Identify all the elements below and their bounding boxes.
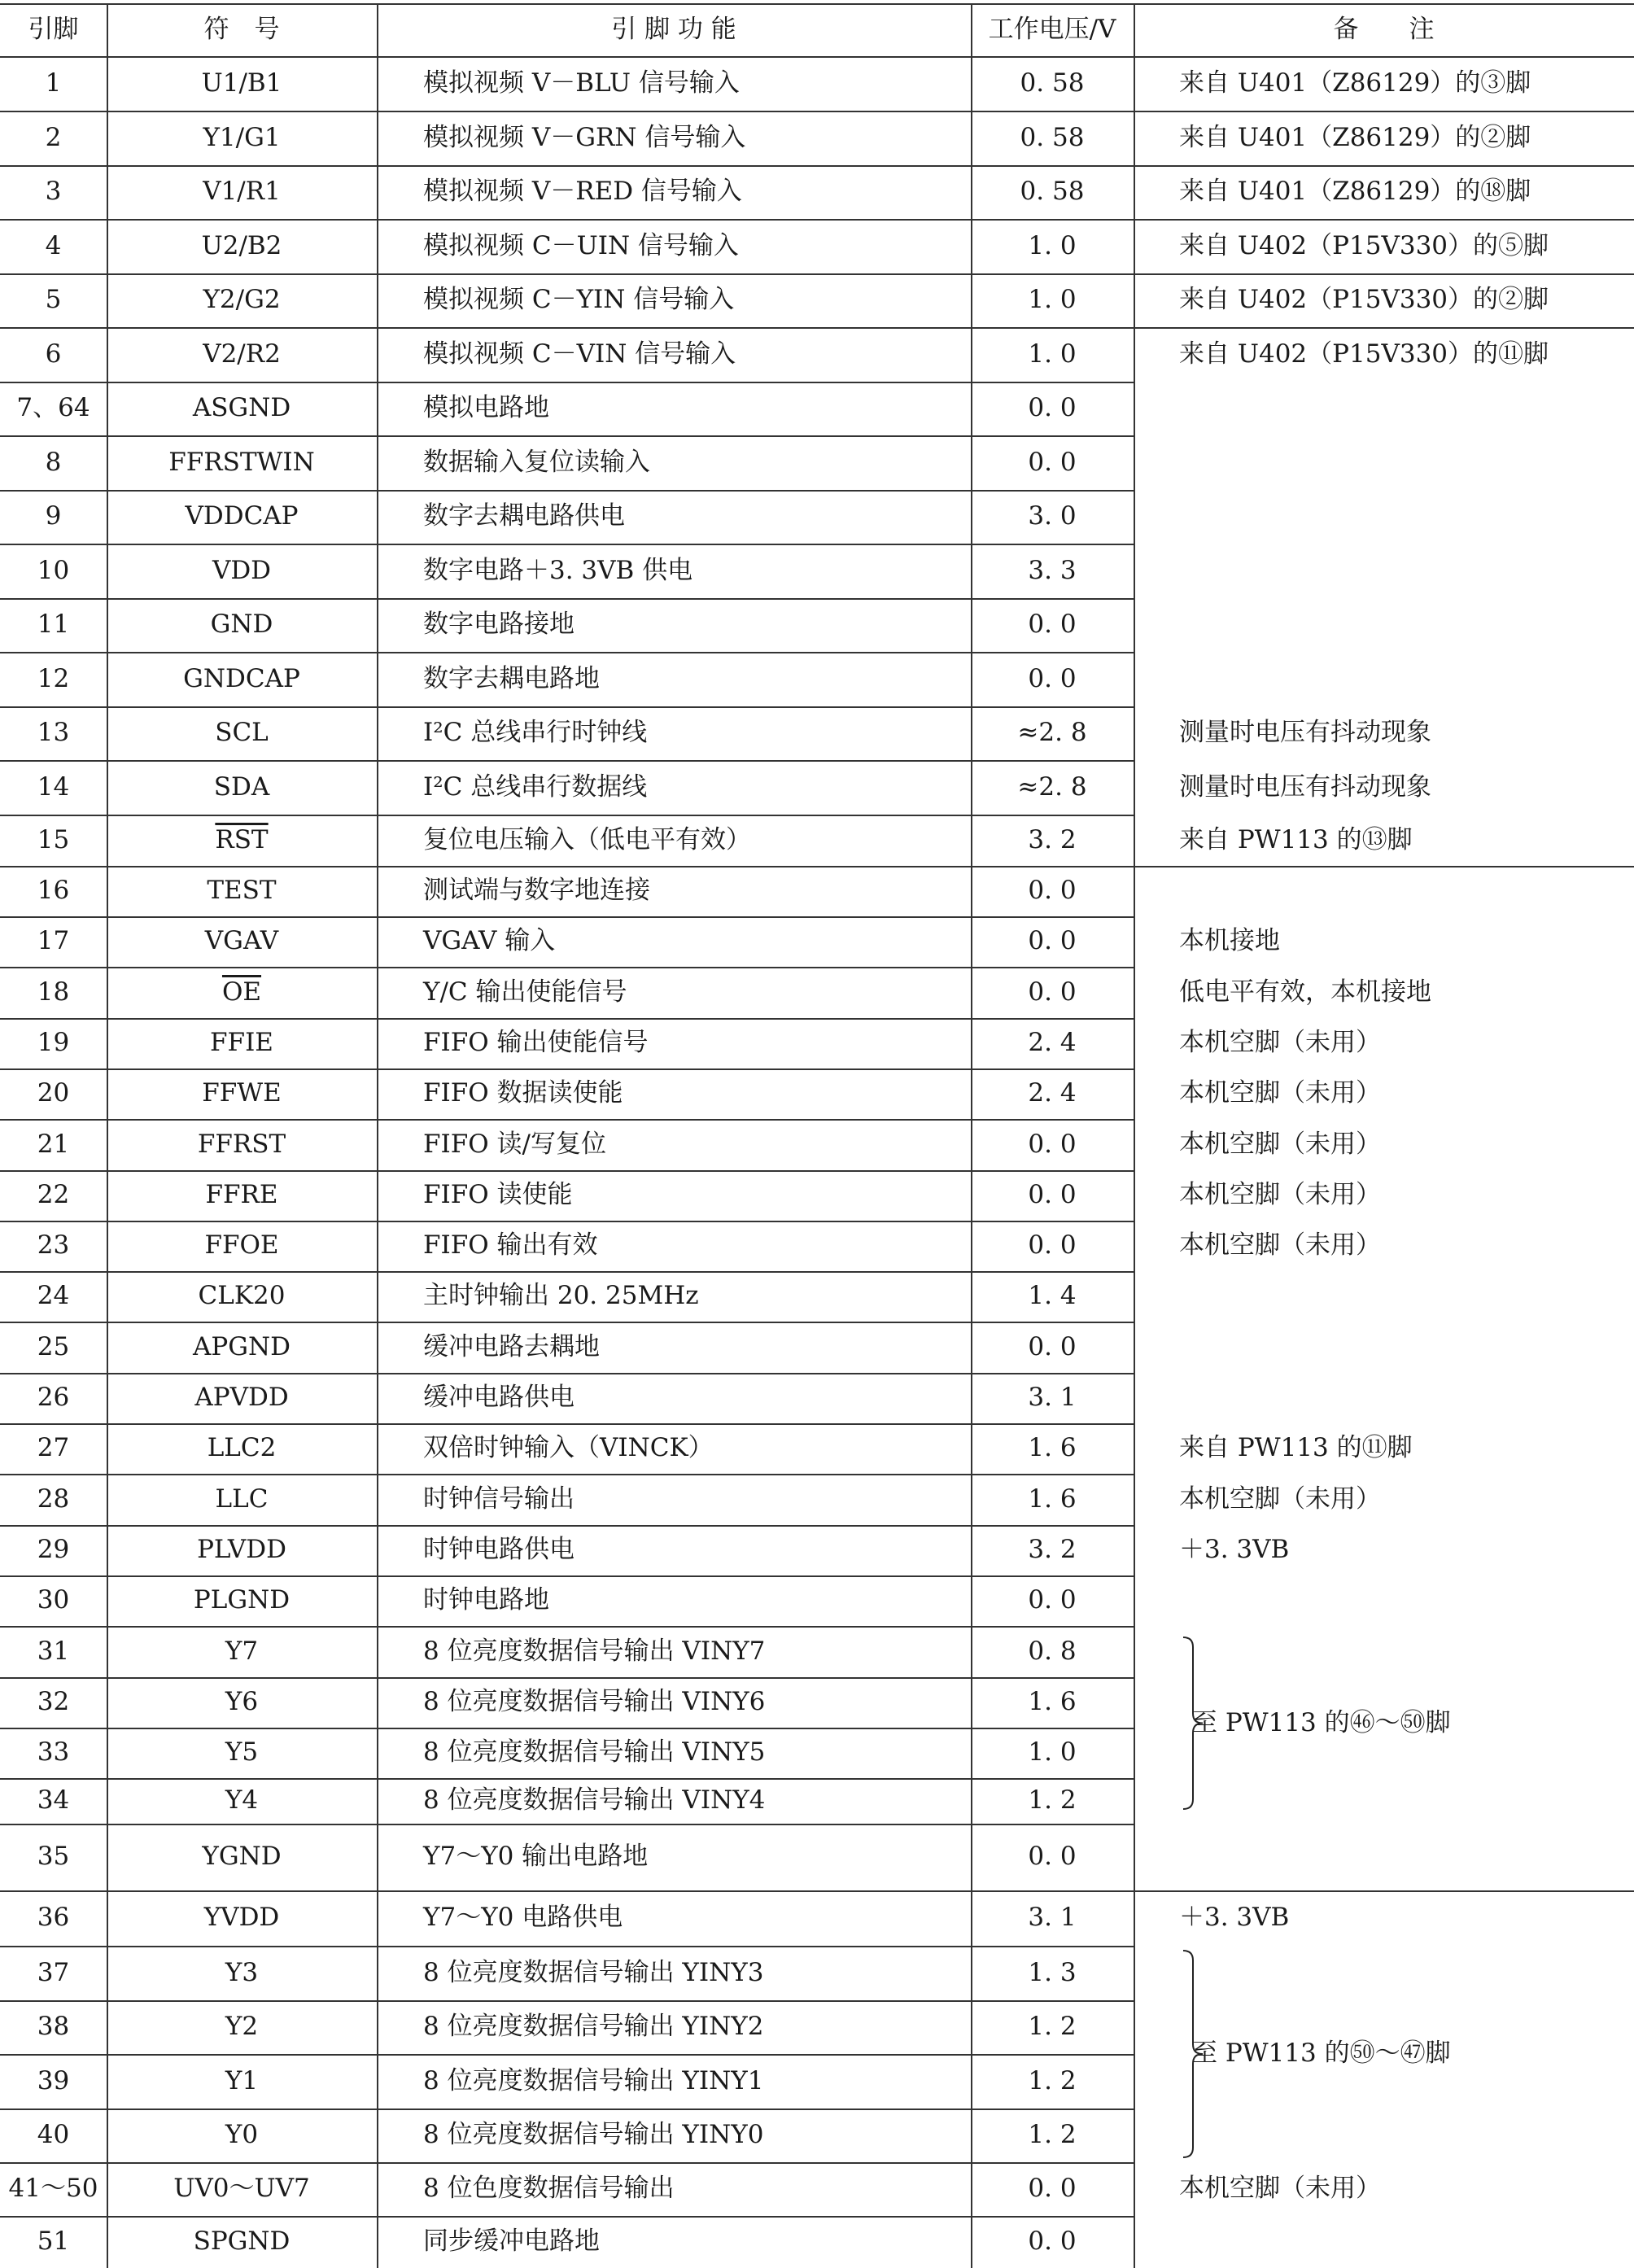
function-cell: 8 位亮度数据信号输出 VINY6: [423, 1687, 766, 1716]
function-cell: FIFO 读/写复位: [423, 1129, 606, 1159]
pin-cell: 31: [37, 1636, 70, 1666]
voltage-cell: 0. 58: [1020, 177, 1085, 206]
symbol-cell: LLC: [215, 1484, 269, 1514]
function-cell: FIFO 读使能: [423, 1180, 573, 1209]
note-cell: 本机空脚（未用）: [1179, 1484, 1381, 1514]
pin-cell: 19: [37, 1028, 70, 1057]
note-cell: 来自 U402（P15V330）的⑪脚: [1179, 339, 1549, 369]
voltage-cell: 1. 6: [1028, 1687, 1077, 1716]
pin-cell: 22: [37, 1180, 70, 1209]
group-label: 至 PW113 的㊿～㊼脚: [1192, 2039, 1451, 2068]
voltage-cell: 1. 2: [1028, 2012, 1077, 2041]
pin-cell: 23: [37, 1230, 70, 1260]
table-rule: [0, 1170, 1135, 1172]
table-rule: [0, 490, 1135, 492]
pin-cell: 9: [45, 501, 62, 531]
function-cell: 复位电压输入（低电平有效）: [423, 824, 751, 854]
symbol-cell: LLC2: [207, 1433, 277, 1462]
pin-cell: 33: [37, 1737, 70, 1767]
table-rule: [0, 165, 1634, 167]
note-cell: 低电平有效，本机接地: [1179, 977, 1431, 1007]
voltage-cell: 0. 0: [1028, 1180, 1077, 1209]
pin-cell: 24: [37, 1281, 70, 1310]
table-rule: [0, 1778, 1135, 1780]
function-cell: 8 位亮度数据信号输出 VINY5: [423, 1737, 766, 1767]
function-cell: 同步缓冲电路地: [423, 2226, 600, 2256]
symbol-cell: FFRE: [205, 1180, 278, 1209]
pin-cell: 35: [37, 1842, 70, 1871]
function-cell: 模拟电路地: [423, 393, 549, 422]
symbol-cell: YGND: [202, 1842, 282, 1871]
symbol-cell: UV0～UV7: [173, 2174, 310, 2203]
function-cell: 主时钟输出 20. 25MHz: [423, 1281, 699, 1310]
table-rule: [0, 2054, 1135, 2056]
pin-cell: 12: [37, 663, 70, 693]
symbol-cell: FFRST: [197, 1129, 286, 1159]
note-cell: 来自 U401（Z86129）的⑱脚: [1179, 177, 1531, 206]
voltage-cell: 0. 0: [1028, 610, 1077, 639]
table-rule: [0, 2000, 1135, 2002]
table-rule: [377, 3, 378, 2268]
voltage-cell: 0. 0: [1028, 1129, 1077, 1159]
function-cell: 8 位亮度数据信号输出 YINY3: [423, 1957, 764, 1987]
function-cell: 数字去耦电路供电: [423, 501, 625, 531]
table-rule: [0, 435, 1135, 437]
voltage-cell: 0. 0: [1028, 876, 1077, 905]
pin-cell: 20: [37, 1078, 70, 1108]
pin-cell: 2: [45, 122, 62, 152]
voltage-cell: 0. 8: [1028, 1636, 1077, 1666]
table-rule: [0, 1322, 1135, 1323]
table-rule: [0, 544, 1135, 545]
function-cell: 8 位亮度数据信号输出 YINY2: [423, 2012, 764, 2041]
table-rule: [0, 2162, 1135, 2164]
pin-cell: 39: [37, 2065, 70, 2095]
pin-cell: 15: [37, 824, 70, 854]
table-rule: [0, 598, 1135, 600]
pin-cell: 18: [37, 977, 70, 1007]
voltage-cell: 1. 6: [1028, 1433, 1077, 1462]
note-cell: 来自 U401（Z86129）的②脚: [1179, 122, 1531, 152]
function-cell: 缓冲电路供电: [423, 1383, 575, 1412]
voltage-cell: 3. 2: [1028, 824, 1077, 854]
function-cell: I²C 总线串行数据线: [423, 771, 648, 802]
note-cell: 来自 U401（Z86129）的③脚: [1179, 68, 1531, 98]
pin-cell: 13: [37, 718, 70, 747]
function-cell: 双倍时钟输入（VINCK）: [423, 1433, 714, 1462]
function-cell: 时钟信号输出: [423, 1484, 575, 1514]
voltage-cell: 3. 1: [1028, 1383, 1077, 1412]
pin-cell: 4: [45, 230, 62, 260]
table-rule: [0, 327, 1634, 329]
voltage-cell: 3. 3: [1028, 555, 1077, 585]
table-rule: [0, 1221, 1135, 1222]
table-rule: [0, 1728, 1135, 1729]
table-rule: [0, 1119, 1135, 1121]
pin-cell: 34: [37, 1785, 70, 1815]
voltage-cell: 0. 58: [1020, 122, 1085, 152]
table-rule: [0, 1018, 1135, 1020]
note-cell: 测量时电压有抖动现象: [1179, 771, 1431, 802]
function-cell: 数字去耦电路地: [423, 663, 600, 693]
voltage-cell: 0. 0: [1028, 926, 1077, 955]
symbol-cell: SDA: [213, 771, 270, 802]
pin-cell: 41～50: [8, 2174, 98, 2203]
pin-cell: 37: [37, 1957, 70, 1987]
function-cell: 模拟视频 V－GRN 信号输入: [423, 122, 746, 152]
table-rule: [0, 2216, 1135, 2218]
header-voltage: 工作电压/V: [988, 14, 1116, 44]
table-rule: [0, 3, 1634, 5]
symbol-cell: SPGND: [193, 2226, 291, 2256]
voltage-cell: 0. 0: [1028, 393, 1077, 422]
symbol-cell: CLK20: [198, 1281, 286, 1310]
function-cell: 模拟视频 V－BLU 信号输入: [423, 68, 740, 98]
function-cell: 模拟视频 C－VIN 信号输入: [423, 339, 736, 369]
function-cell: 模拟视频 C－YIN 信号输入: [423, 285, 735, 314]
note-cell: 本机空脚（未用）: [1179, 1230, 1381, 1260]
voltage-cell: 0. 0: [1028, 2226, 1077, 2256]
function-cell: 数字电路接地: [423, 610, 575, 639]
symbol-cell: V2/R2: [203, 339, 281, 369]
voltage-cell: 1. 2: [1028, 1785, 1077, 1815]
note-cell: 来自 U402（P15V330）的⑤脚: [1179, 230, 1549, 260]
symbol-cell: Y7: [225, 1636, 259, 1666]
voltage-cell: 0. 0: [1028, 447, 1077, 477]
table-rule: [0, 1373, 1135, 1374]
header-symbol: 符 号: [203, 14, 280, 44]
pin-cell: 30: [37, 1585, 70, 1615]
voltage-cell: 0. 0: [1028, 663, 1077, 693]
group-label: 至 PW113 的㊻～㊿脚: [1192, 1707, 1451, 1737]
table-rule: [0, 1824, 1135, 1825]
function-cell: 8 位亮度数据信号输出 VINY4: [423, 1785, 766, 1815]
function-cell: 模拟视频 C－UIN 信号输入: [423, 230, 739, 260]
voltage-cell: 3. 1: [1028, 1903, 1077, 1932]
pin-cell: 21: [37, 1129, 70, 1159]
pin-cell: 40: [37, 2120, 70, 2149]
function-cell: Y/C 输出使能信号: [423, 977, 627, 1007]
note-cell: 来自 PW113 的⑬脚: [1179, 824, 1413, 854]
note-cell: 本机空脚（未用）: [1179, 2174, 1381, 2203]
table-rule: [0, 1423, 1135, 1425]
note-cell: 本机接地: [1179, 926, 1280, 955]
table-rule: [0, 56, 1634, 58]
function-cell: 时钟电路供电: [423, 1535, 575, 1564]
symbol-cell: VDD: [212, 555, 272, 585]
table-rule: [0, 273, 1634, 275]
symbol-cell: V1/R1: [203, 177, 281, 206]
pin-cell: 27: [37, 1433, 70, 1462]
symbol-cell: Y2: [225, 2012, 259, 2041]
symbol-cell: $\overline{OE}$: [221, 977, 262, 1007]
symbol-cell: SCL: [215, 718, 269, 747]
pin-cell: 32: [37, 1687, 70, 1716]
symbol-cell: VGAV: [204, 926, 279, 955]
note-cell: 本机空脚（未用）: [1179, 1180, 1381, 1209]
symbol-cell: U1/B1: [201, 68, 282, 98]
table-rule: [0, 967, 1135, 968]
voltage-cell: 1. 0: [1028, 1737, 1077, 1767]
table-rule: [0, 1946, 1135, 1947]
voltage-cell: 3. 2: [1028, 1535, 1077, 1564]
voltage-cell: 3. 0: [1028, 501, 1077, 531]
note-cell: 本机空脚（未用）: [1179, 1028, 1381, 1057]
voltage-cell: 0. 0: [1028, 977, 1077, 1007]
symbol-cell: APVDD: [194, 1383, 289, 1412]
symbol-cell: Y4: [225, 1785, 259, 1815]
table-rule: [0, 652, 1135, 653]
voltage-cell: 1. 4: [1028, 1281, 1077, 1310]
symbol-cell: GND: [210, 610, 273, 639]
header-function: 引 脚 功 能: [611, 14, 736, 44]
table-rule: [0, 1271, 1135, 1273]
symbol-cell: Y6: [225, 1687, 259, 1716]
voltage-cell: 2. 4: [1028, 1078, 1077, 1108]
function-cell: FIFO 数据读使能: [423, 1078, 623, 1108]
pin-cell: 36: [37, 1903, 70, 1932]
header-pin: 引脚: [28, 14, 79, 44]
table-rule: [1134, 3, 1135, 2268]
voltage-cell: 1. 2: [1028, 2065, 1077, 2095]
voltage-cell: 1. 0: [1028, 230, 1077, 260]
header-note: 备 注: [1333, 14, 1435, 44]
function-cell: Y7～Y0 电路供电: [423, 1903, 623, 1932]
pin-cell: 17: [37, 926, 70, 955]
function-cell: VGAV 输入: [423, 926, 556, 955]
table-rule: [0, 866, 1634, 867]
table-rule: [0, 219, 1634, 221]
table-rule: [0, 1068, 1135, 1070]
function-cell: 数字电路＋3. 3VB 供电: [423, 555, 693, 585]
symbol-cell: $\overline{RST}$: [215, 824, 269, 854]
symbol-cell: Y2/G2: [203, 285, 281, 314]
pin-cell: 25: [37, 1331, 70, 1361]
pin-cell: 29: [37, 1535, 70, 1564]
voltage-cell: 2. 4: [1028, 1028, 1077, 1057]
function-cell: 8 位色度数据信号输出: [423, 2174, 675, 2203]
note-cell: 本机空脚（未用）: [1179, 1129, 1381, 1159]
table-rule: [0, 1474, 1135, 1475]
voltage-cell: 0. 0: [1028, 2174, 1077, 2203]
voltage-cell: 1. 2: [1028, 2120, 1077, 2149]
symbol-cell: Y1/G1: [203, 122, 281, 152]
symbol-cell: FFRSTWIN: [168, 447, 315, 477]
table-rule: [0, 1890, 1634, 1892]
voltage-cell: ≈2. 8: [1017, 771, 1087, 802]
symbol-cell: Y1: [225, 2065, 259, 2095]
voltage-cell: 1. 6: [1028, 1484, 1077, 1514]
table-rule: [0, 706, 1135, 708]
pin-cell: 28: [37, 1484, 70, 1514]
function-cell: 缓冲电路去耦地: [423, 1331, 600, 1361]
pin-cell: 7、64: [16, 393, 90, 422]
pin-cell: 8: [45, 447, 62, 477]
function-cell: 测试端与数字地连接: [423, 876, 650, 905]
symbol-cell: FFOE: [204, 1230, 279, 1260]
function-cell: FIFO 输出使能信号: [423, 1028, 649, 1057]
symbol-cell: FFIE: [210, 1028, 273, 1057]
symbol-cell: Y0: [225, 2120, 259, 2149]
note-cell: ＋3. 3VB: [1179, 1903, 1290, 1932]
note-cell: 测量时电压有抖动现象: [1179, 718, 1431, 747]
table-rule: [0, 916, 1135, 918]
voltage-cell: 0. 0: [1028, 1230, 1077, 1260]
note-cell: ＋3. 3VB: [1179, 1535, 1290, 1564]
pin-cell: 10: [37, 555, 70, 585]
pin-cell: 51: [37, 2226, 70, 2256]
pin-cell: 16: [37, 876, 70, 905]
function-cell: 数据输入复位读输入: [423, 447, 650, 477]
table-rule: [0, 760, 1135, 762]
symbol-cell: PLGND: [193, 1585, 291, 1615]
voltage-cell: 0. 0: [1028, 1842, 1077, 1871]
function-cell: 时钟电路地: [423, 1585, 549, 1615]
symbol-cell: FFWE: [202, 1078, 282, 1108]
table-rule: [0, 2108, 1135, 2110]
voltage-cell: 1. 0: [1028, 285, 1077, 314]
voltage-cell: 0. 58: [1020, 68, 1085, 98]
table-rule: [0, 1677, 1135, 1679]
function-cell: Y7～Y0 输出电路地: [423, 1842, 649, 1871]
symbol-cell: GNDCAP: [183, 663, 300, 693]
symbol-cell: U2/B2: [201, 230, 282, 260]
note-cell: 来自 U402（P15V330）的②脚: [1179, 285, 1549, 314]
function-cell: 8 位亮度数据信号输出 YINY1: [423, 2065, 764, 2095]
voltage-cell: ≈2. 8: [1017, 718, 1087, 747]
table-rule: [0, 1525, 1135, 1527]
voltage-cell: 0. 0: [1028, 1585, 1077, 1615]
symbol-cell: Y5: [225, 1737, 259, 1767]
function-cell: 模拟视频 V－RED 信号输入: [423, 177, 742, 206]
pin-cell: 11: [37, 610, 70, 639]
symbol-cell: TEST: [207, 876, 277, 905]
pin-cell: 14: [37, 771, 70, 802]
pin-cell: 26: [37, 1383, 70, 1412]
voltage-cell: 1. 0: [1028, 339, 1077, 369]
symbol-cell: PLVDD: [197, 1535, 286, 1564]
symbol-cell: APGND: [193, 1331, 291, 1361]
voltage-cell: 0. 0: [1028, 1331, 1077, 1361]
table-rule: [0, 1626, 1135, 1628]
function-cell: I²C 总线串行时钟线: [423, 718, 648, 747]
pin-cell: 6: [45, 339, 62, 369]
pin-cell: 1: [45, 68, 62, 98]
pin-cell: 38: [37, 2012, 70, 2041]
symbol-cell: ASGND: [192, 393, 291, 422]
symbol-cell: VDDCAP: [185, 501, 299, 531]
voltage-cell: 1. 3: [1028, 1957, 1077, 1987]
symbol-cell: YVDD: [203, 1903, 280, 1932]
symbol-cell: Y3: [225, 1957, 259, 1987]
function-cell: FIFO 输出有效: [423, 1230, 598, 1260]
table-rule: [0, 1575, 1135, 1577]
table-rule: [0, 111, 1634, 112]
function-cell: 8 位亮度数据信号输出 VINY7: [423, 1636, 766, 1666]
note-cell: 本机空脚（未用）: [1179, 1078, 1381, 1108]
table-rule: [0, 815, 1135, 816]
note-cell: 来自 PW113 的⑪脚: [1179, 1433, 1413, 1462]
pin-cell: 3: [45, 177, 62, 206]
pin-cell: 5: [45, 285, 62, 314]
table-rule: [0, 382, 1135, 383]
function-cell: 8 位亮度数据信号输出 YINY0: [423, 2120, 764, 2149]
